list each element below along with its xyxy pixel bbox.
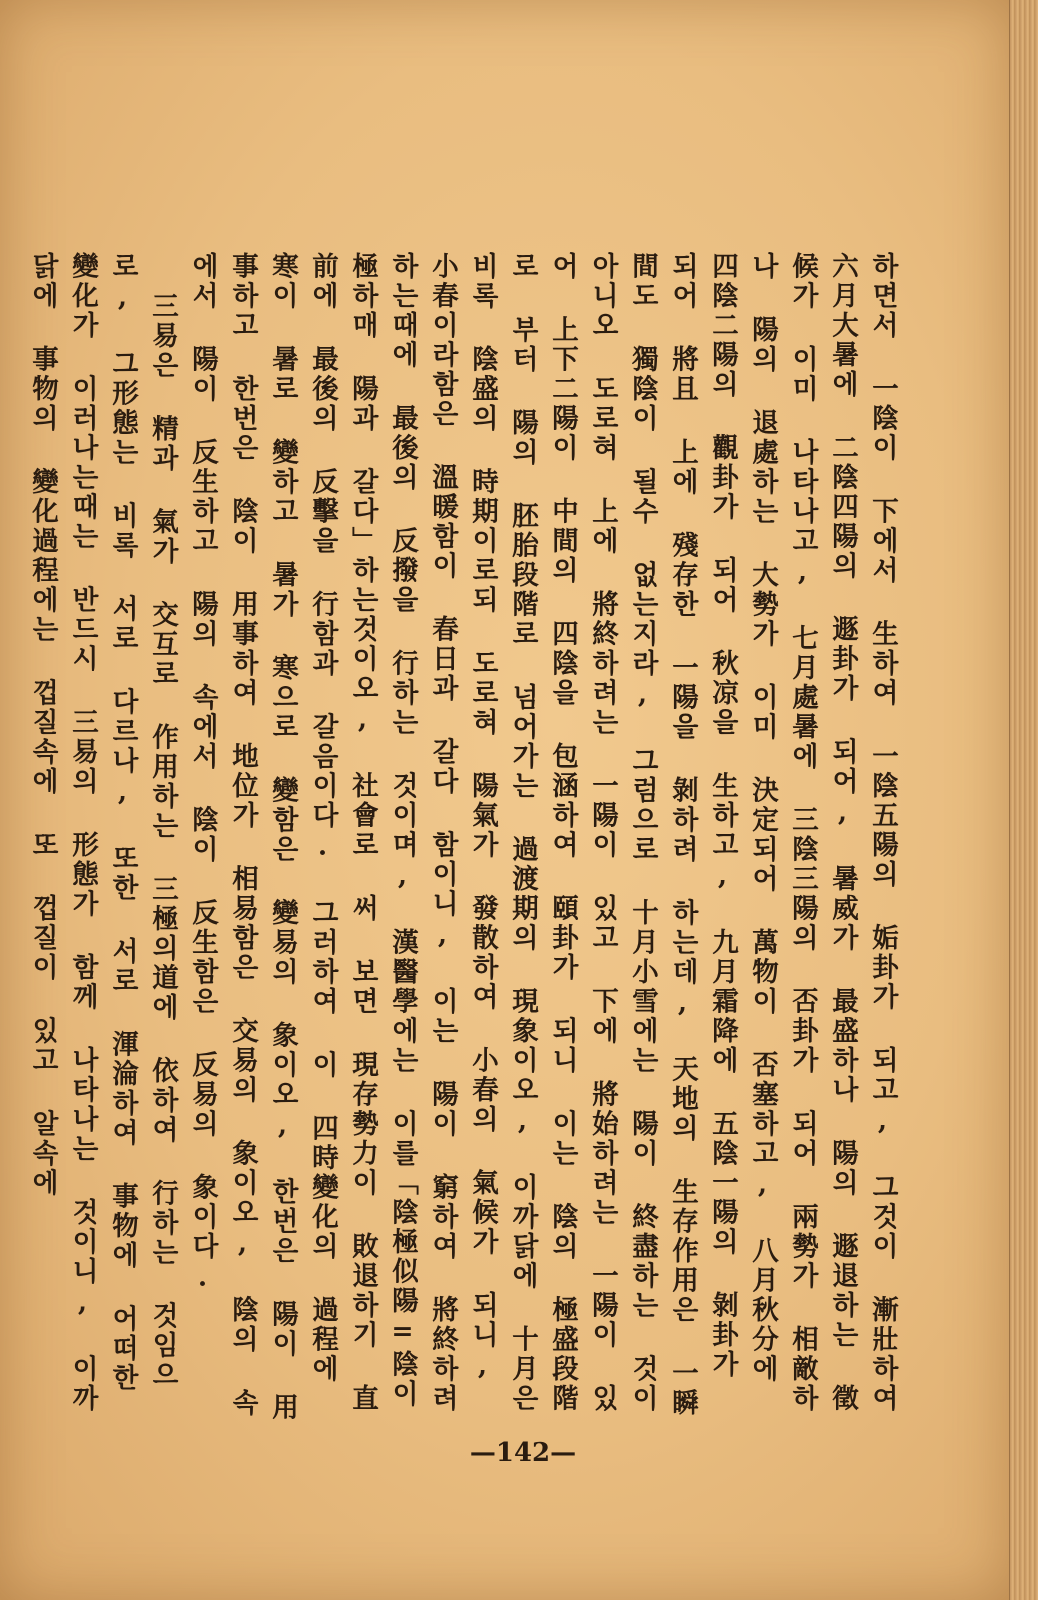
page-number: —142— bbox=[469, 1438, 577, 1468]
page-stack-edge bbox=[1009, 0, 1038, 1600]
paragraph-2: 三易은 精과 氣가 交互로 作用하는 三極의道에 依하여 行하는 것임으로, 그形態는 비록 서로 다르나, 또한 서로 渾淪하여 事物에 어떠한 變化가 이러나는때는 반드시 三易의 形態가 함께 나타나는 것이니, 이까닭에 事物의 變化過程에는 껍질속에 또 껍질이 있고 알속에 bbox=[27, 252, 178, 1414]
vertical-text-block bbox=[27, 252, 902, 1424]
paragraph-1: 하면서 一陰이 下에서 生하여 一陰五陽의 姤卦가 되고, 그것이 漸壯하여 六月大暑에 二陰四陽의 遯卦가 되어, 暑威가 最盛하나 陽의 遯退하는 徵候가 이미 나타나고, 七月處暑에 三陰三陽의 否卦가 되어 兩勢가 相敵하나 陽의 退處하는 大勢가 이미 決定되어 萬物이 否塞하고, 八月秋分에 四陰二陽의 觀卦가 되어 秋凉을 生하고, 九月霜降에 五陰一陽의 剝卦가 되어 將且 上에 殘存한 一陽을 剝하려 하는데, 天地의 生存作用은 一瞬間도 獨陰이 될수 없는지라, 그럼으로 十月小雪에는 陽이 終盡하는 것이 아니오 도로혀 上에 將終하려는 一陽이 있고 下에 將始하려는 一陽이 있어 上下二陽이 中間의 四陰을 包涵하여 頤卦가 되니 이는 陰의 極盛段階로 부터 陽의 胚胎段階로 넘어가는 過渡期의 現象이오, 이까닭에 十月은 비록 陰盛의 時期이로되 도로혀 陽氣가 發散하여 小春의 氣候가 되니, 小春이라함은 溫暖함이 春日과 갈다 함이니, 이는 陽이 窮하여 將終하려 하는때에 最後의 反撥을 行하는 것이며, 漢醫學에는 이를「陰極似陽=陰이 極하매 陽과 갈다」하는것이오, 社會로 써 보면 現存勢力이 敗退하기 直前에 最後의 反擊을 行함과 갈음이다. 그러하여 이 四時變化의 過程에 寒이 暑로 變하고 暑가 寒으로 變함은 變易의 象이오, 한번은 陽이 用事하고 한번은 陰이 用事하여 地位가 相易함은 交易의 象이오, 陰의 속에서 陽이 反生하고 陽의 속에서 陰이 反生함은 反易의 象이다. bbox=[187, 252, 898, 1423]
